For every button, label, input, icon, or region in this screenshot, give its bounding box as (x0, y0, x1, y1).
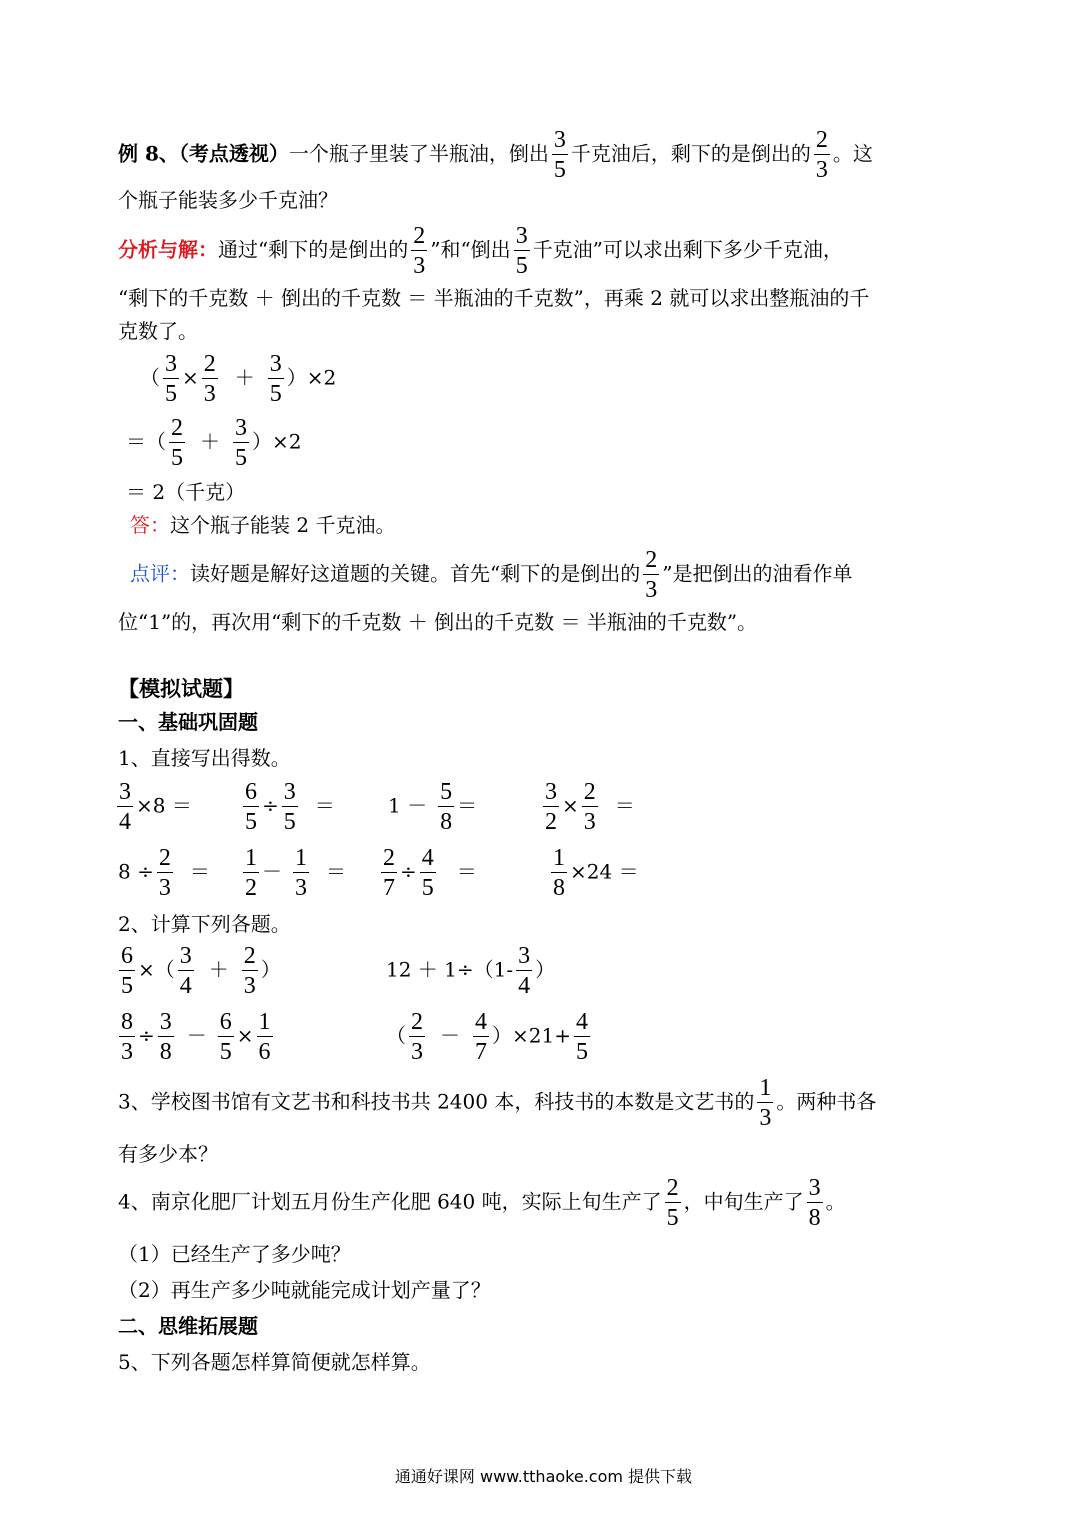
operator: × (236, 1023, 254, 1048)
fraction (409, 1010, 425, 1064)
numerator: 3 (159, 1009, 172, 1035)
operator: ÷ (262, 793, 279, 818)
numerator: 4 (421, 845, 434, 871)
expr-text: ＝ (326, 859, 346, 884)
numerator: 3 (235, 415, 247, 441)
example-text: 。这 (832, 141, 873, 166)
expr-text: ×24 ＝ (570, 859, 639, 884)
fraction (163, 352, 179, 406)
numerator: 1 (245, 845, 257, 871)
expr-text: ＝ (456, 859, 477, 884)
paren: ）×2 (286, 365, 337, 390)
expr-text: ×8 ＝ (136, 793, 192, 818)
expr-text: ＝ (614, 793, 635, 818)
numerator: 2 (171, 415, 183, 441)
operator: × (562, 793, 579, 818)
fraction (117, 780, 133, 834)
paren: （ (386, 1023, 406, 1048)
q2-item-3 (116, 1010, 276, 1064)
expr-text: 12 ＋ 1÷（1- (386, 957, 514, 982)
answer-text: 这个瓶子能装 2 千克油。 (170, 513, 396, 537)
fraction (543, 780, 559, 834)
fraction (552, 128, 568, 182)
operator: ＋ (200, 429, 220, 454)
question-5: 5、下列各题怎样算简便就怎样算。 (118, 1350, 431, 1374)
operator: － (186, 1023, 207, 1048)
denominator: 3 (815, 157, 828, 183)
fraction (218, 1010, 234, 1064)
numerator: 3 (179, 943, 192, 969)
section-2-heading: 二、思维拓展题 (118, 1314, 258, 1338)
fraction (807, 1176, 823, 1230)
fraction (814, 128, 830, 182)
fraction (157, 846, 173, 900)
fraction (665, 1176, 681, 1230)
operator: ÷ (138, 1023, 155, 1048)
example-label: 例 8、（考点透视） (118, 141, 289, 166)
numerator: 3 (518, 943, 531, 969)
calc-line-2 (126, 416, 301, 470)
denominator: 5 (515, 253, 528, 279)
expr-text: ＝ (457, 793, 478, 818)
question-1: 1、直接写出得数。 (118, 746, 291, 770)
operator: ＋ (234, 365, 255, 390)
paren: ＝（ (126, 429, 166, 454)
analysis-text: ”和“倒出 (430, 237, 511, 262)
fraction (516, 944, 532, 998)
answer-line (130, 515, 395, 535)
denominator: 7 (475, 1039, 487, 1065)
denominator: 8 (440, 809, 453, 835)
fraction (582, 780, 598, 834)
numerator: 2 (583, 779, 596, 805)
denominator: 3 (583, 809, 596, 835)
denominator: 8 (159, 1039, 172, 1065)
numerator: 1 (258, 1009, 271, 1035)
q1-item-4 (540, 780, 635, 834)
fraction (411, 224, 427, 278)
fraction (257, 1010, 273, 1064)
denominator: 4 (179, 973, 192, 999)
denominator: 3 (203, 381, 216, 407)
numerator: 1 (759, 1075, 772, 1101)
denominator: 2 (245, 875, 257, 901)
numerator: 5 (440, 779, 453, 805)
fraction (473, 1010, 489, 1064)
denominator: 5 (575, 1039, 588, 1065)
denominator: 5 (283, 809, 296, 835)
numerator: 6 (121, 943, 133, 969)
denominator: 5 (421, 875, 434, 901)
q1-item-6 (240, 846, 346, 900)
paren: ） (535, 957, 556, 982)
denominator: 3 (413, 253, 426, 279)
analysis-text: 通过“剩下的是倒出的 (218, 237, 409, 262)
fraction (243, 846, 259, 900)
fraction (282, 780, 298, 834)
denominator: 3 (243, 973, 256, 999)
question-4-sub-2: （2）再生产多少吨就能完成计划产量了？ (118, 1278, 491, 1302)
denominator: 8 (553, 875, 565, 901)
analysis-text: 千克油”可以求出剩下多少千克油， (532, 237, 843, 262)
analysis-line-3: 克数了。 (118, 319, 198, 343)
numerator: 2 (413, 223, 426, 249)
denominator: 5 (165, 381, 177, 407)
numerator: 2 (203, 351, 216, 377)
comment-line-1 (130, 548, 852, 602)
numerator: 2 (666, 1175, 679, 1201)
numerator: 4 (575, 1009, 588, 1035)
operator: － (440, 1023, 460, 1048)
denominator: 5 (219, 1039, 232, 1065)
numerator: 3 (515, 223, 528, 249)
answer-label: 答： (130, 513, 170, 537)
fraction (119, 1010, 135, 1064)
denominator: 8 (808, 1205, 821, 1231)
question-text: 。 (825, 1189, 846, 1214)
numerator: 2 (645, 547, 658, 573)
comment-line-2: 位“1”的，再次用“剩下的千克数 ＋ 倒出的千克数 ＝ 半瓶油的千克数”。 (118, 610, 758, 634)
denominator: 4 (518, 973, 531, 999)
fraction (233, 416, 249, 470)
question-4-line-1 (118, 1176, 846, 1230)
mock-title: 【模拟试题】 (118, 676, 244, 701)
numerator: 3 (545, 779, 557, 805)
comment-label: 点评： (130, 561, 190, 586)
example-line-1 (118, 128, 873, 182)
section-1-heading: 一、基础巩固题 (118, 710, 258, 734)
fraction (574, 1010, 590, 1064)
denominator: 4 (119, 809, 131, 835)
numerator: 3 (165, 351, 177, 377)
calc-line-1 (140, 352, 336, 406)
fraction (420, 846, 436, 900)
numerator: 1 (553, 845, 565, 871)
denominator: 7 (383, 875, 395, 901)
denominator: 3 (158, 875, 171, 901)
comment-text: ”是把倒出的油看作单 (662, 561, 853, 586)
denominator: 5 (171, 445, 183, 471)
q1-item-7 (378, 846, 477, 900)
fraction (293, 846, 309, 900)
numerator: 2 (383, 845, 395, 871)
numerator: 3 (269, 351, 282, 377)
denominator: 2 (545, 809, 557, 835)
example-line-2: 个瓶子能装多少千克油？ (118, 188, 338, 212)
question-text: 3、学校图书馆有文艺书和科技书共 2400 本，科技书的本数是文艺书的 (118, 1089, 755, 1114)
fraction (158, 1010, 174, 1064)
numerator: 3 (119, 779, 131, 805)
numerator: 4 (475, 1009, 487, 1035)
numerator: 2 (411, 1009, 423, 1035)
fraction (242, 944, 258, 998)
fraction (268, 352, 284, 406)
denominator: 5 (666, 1205, 679, 1231)
q1-item-5 (118, 846, 210, 900)
question-3-line-2: 有多少本？ (118, 1142, 218, 1166)
analysis-line-2: “剩下的千克数 ＋ 倒出的千克数 ＝ 半瓶油的千克数”，再乘 2 就可以求出整瓶油的千 (118, 286, 870, 310)
fraction (119, 944, 135, 998)
fraction (202, 352, 218, 406)
denominator: 5 (235, 445, 247, 471)
denominator: 5 (121, 973, 133, 999)
expr-text: ×（ (138, 957, 175, 982)
operator: ＋ (208, 957, 229, 982)
operator: － (262, 859, 282, 884)
denominator: 3 (295, 875, 307, 901)
denominator: 3 (759, 1105, 772, 1131)
q2-item-4 (386, 1010, 593, 1064)
fraction (514, 224, 530, 278)
numerator: 1 (295, 845, 307, 871)
fraction (757, 1076, 773, 1130)
comment-text: 读好题是解好这道题的关键。首先“剩下的是倒出的 (190, 561, 641, 586)
numerator: 3 (808, 1175, 821, 1201)
example-text: 一个瓶子里装了半瓶油，倒出 (288, 141, 549, 166)
example-text: 千克油后，剩下的是倒出的 (570, 141, 811, 166)
fraction (643, 548, 659, 602)
fraction (551, 846, 567, 900)
expr-text: 1 － (388, 793, 428, 818)
calc-line-3: ＝ 2（千克） (126, 480, 246, 504)
fraction (169, 416, 185, 470)
denominator: 3 (645, 577, 658, 603)
analysis-label: 分析与解： (118, 237, 218, 262)
question-text: ，中旬生产了 (683, 1189, 804, 1214)
fraction (381, 846, 397, 900)
question-2: 2、计算下列各题。 (118, 912, 291, 936)
q1-item-3 (388, 780, 477, 834)
numerator: 2 (158, 845, 171, 871)
q2-item-2 (386, 944, 555, 998)
numerator: 3 (553, 127, 566, 153)
denominator: 5 (553, 157, 566, 183)
question-4-sub-1: （1）已经生产了多少吨？ (118, 1242, 351, 1266)
q1-item-8 (548, 846, 639, 900)
numerator: 3 (283, 779, 296, 805)
fraction (178, 944, 194, 998)
expr-text: ）×21+ (492, 1023, 571, 1048)
expr-text: ＝ (314, 793, 335, 818)
question-text: 4、南京化肥厂计划五月份生产化肥 640 吨，实际上旬生产了 (118, 1189, 662, 1214)
numerator: 2 (815, 127, 828, 153)
q2-item-1 (116, 944, 281, 998)
fraction (243, 780, 259, 834)
expr-text: ＝ (189, 859, 210, 884)
operator: × (182, 365, 199, 390)
denominator: 3 (411, 1039, 423, 1065)
q1-item-1 (114, 780, 192, 834)
numerator: 6 (219, 1009, 232, 1035)
numerator: 2 (243, 943, 256, 969)
q1-item-2 (240, 780, 335, 834)
paren: （ (140, 365, 160, 390)
denominator: 3 (121, 1039, 133, 1065)
paren: ） (260, 957, 281, 982)
denominator: 6 (258, 1039, 271, 1065)
question-3-line-1 (118, 1076, 876, 1130)
expr-text: 8 ÷ (118, 859, 154, 884)
question-text: 。两种书各 (776, 1089, 877, 1114)
analysis-line-1 (118, 224, 843, 278)
footer-text: 通通好课网 www.tthaoke.com 提供下载 (394, 1467, 693, 1486)
numerator: 6 (245, 779, 257, 805)
fraction (438, 780, 454, 834)
operator: ÷ (400, 859, 417, 884)
denominator: 5 (269, 381, 282, 407)
paren: ）×2 (252, 429, 302, 454)
numerator: 8 (121, 1009, 133, 1035)
denominator: 5 (245, 809, 257, 835)
